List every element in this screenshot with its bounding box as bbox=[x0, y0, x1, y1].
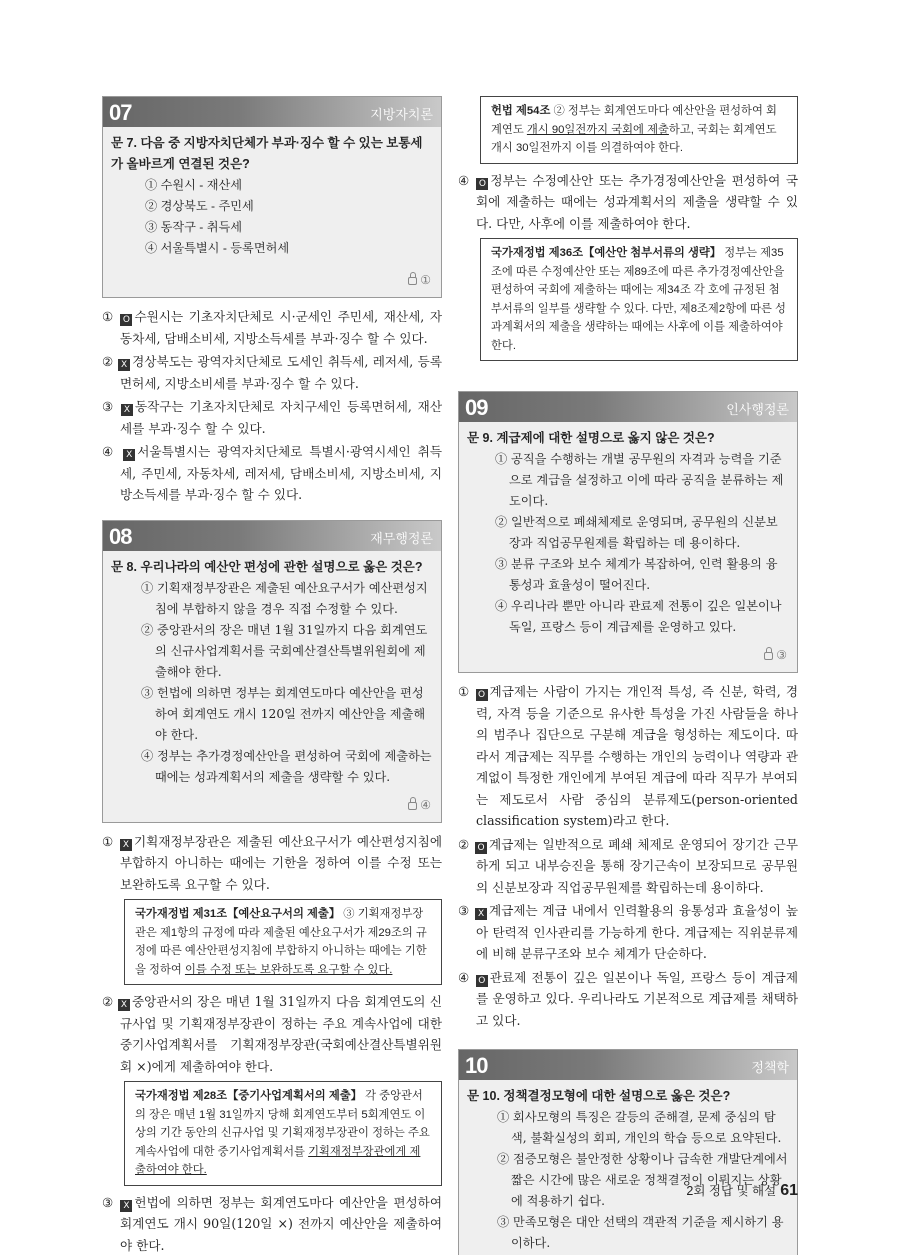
option: ④ 정부는 추가경정예산안을 편성하여 국회에 제출하는 때에는 성과계획서의 제출을 생략할 수 있다. bbox=[141, 748, 432, 784]
law-citation: 국가재정법 제28조【중기사업계획서의 제출】 각 중앙관서의 장은 매년 1월 31일까지 당해 회계연도부터 5회계연도 이상의 기간 동안의 신규사업 및 기획재정부장관이 정하는 주요 계속사업에 대한 중기사업계획서를 기획재정부장관에게 제출하여야 한다. bbox=[124, 1081, 442, 1186]
law-citation: 헌법 제54조 ② 정부는 회계연도마다 예산안을 편성하여 회계연도 개시 90일전까지 국회에 제출하고, 국회는 회계연도 개시 30일전까지 이를 의결하여야 한다. bbox=[480, 96, 798, 164]
question-stem: 문 8. 우리나라의 예산안 편성에 관한 설명으로 옳은 것은? bbox=[111, 559, 423, 574]
lock-icon bbox=[408, 277, 417, 285]
answer-indicator bbox=[111, 794, 433, 816]
answer: ① bbox=[420, 273, 431, 287]
explanation: ③ X 헌법에 의하면 정부는 회계연도마다 예산안을 편성하여 회계연도 개시 90일(120일 ×) 전까지 예산안을 제출하여야 한다. bbox=[102, 1194, 442, 1253]
explanation: ① O 계급제는 사람이 가지는 개인적 특성, 즉 신분, 학력, 경력, 자격 등을 기준으로 유사한 특성을 가진 사람들을 하나의 범주나 집단으로 구분해 계급을 형성하는 제도이다. 따라서 계급제는 직무를 수행하는 개인의 능력이나 역량과 관계없이 특정한 개인에게 부여된 계급에 따라 직무가 부여되는 제도로서 사람 중심의 분류제도(person-oriented classification system)라고 한다. bbox=[458, 684, 798, 828]
option: ③ 분류 구조와 보수 체계가 복잡하여, 인력 활용의 융통성과 효율성이 떨어진다. bbox=[495, 557, 778, 592]
explanation: ③ X 계급제는 계급 내에서 인력활용의 융통성과 효율성이 높아 탄력적 인사관리를 가능하게 한다. 계급제는 직위분류제에 비해 분류구조와 보수 체계가 단순하다. bbox=[458, 903, 799, 961]
option: ③ 만족모형은 대안 선택의 객관적 기준을 제시하기 용이하다. bbox=[497, 1215, 784, 1250]
answer: ③ bbox=[776, 648, 787, 662]
question-box-07 bbox=[102, 96, 442, 298]
option: ② 일반적으로 폐쇄체제로 운영되며, 공무원의 신분보장과 직업공무원제를 확립하는 데 용이하다. bbox=[495, 515, 778, 550]
explanation: ② O 계급제는 일반적으로 폐쇄 체제로 운영되어 장기간 근무하게 되고 내부승진을 통해 장기근속이 보장되므로 공무원의 신분보장과 직업공무원제를 확립하는데 용이하다. bbox=[458, 836, 799, 895]
wrong-mark-icon: X bbox=[123, 449, 135, 461]
explanation: ① X 기획재정부장관은 제출된 예산요구서가 예산편성지침에 부합하지 아니하는 때에는 기한을 정하여 이를 수정 또는 보완하도록 요구할 수 있다. bbox=[102, 833, 443, 892]
question-number: 07 bbox=[109, 100, 132, 125]
option: ② 중앙관서의 장은 매년 1월 31일까지 다음 회계연도의 신규사업계획서를 국회예산결산특별위원회에 제출해야 한다. bbox=[141, 622, 428, 679]
question-header bbox=[103, 97, 441, 127]
question-number: 10 bbox=[465, 1053, 488, 1078]
option: ③ 동작구 - 취득세 bbox=[145, 220, 243, 234]
question-box-08 bbox=[102, 520, 442, 823]
question-header bbox=[459, 1050, 797, 1080]
correct-mark-icon: O bbox=[476, 689, 488, 701]
wrong-mark-icon: X bbox=[121, 404, 133, 416]
option: ① 공직을 수행하는 개별 공무원의 자격과 능력을 기준으로 계급을 설정하고 이에 따라 공직을 분류하는 제도이다. bbox=[495, 452, 784, 508]
lock-icon bbox=[764, 652, 773, 660]
question-header bbox=[459, 392, 797, 422]
explanation: ① O 수원시는 기초자치단체로 시·군세인 주민세, 재산세, 자동차세, 담배소비세, 지방소득세를 부과·징수 할 수 있다. bbox=[102, 309, 442, 346]
wrong-mark-icon: X bbox=[118, 359, 130, 371]
wrong-mark-icon: X bbox=[120, 839, 132, 851]
correct-mark-icon: O bbox=[476, 178, 488, 190]
question-number: 09 bbox=[465, 395, 488, 420]
explanation: ④ O 정부는 수정예산안 또는 추가경정예산안을 편성하여 국회에 제출하는 때에는 성과계획서의 제출을 생략할 수 있다. 다만, 사후에 이를 제출하여야 한다. bbox=[458, 172, 798, 231]
footer-label: 2회 정답 및 해설 bbox=[686, 1184, 777, 1198]
question-number: 08 bbox=[109, 523, 132, 549]
option: ④ 우리나라 뿐만 아니라 관료제 전통이 깊은 일본이나 독일, 프랑스 등이 계급제를 운영하고 있다. bbox=[495, 599, 782, 634]
option: ② 점증모형은 불안정한 상황이나 급속한 개발단계에서 짧은 시간에 많은 새로운 정책결정이 이뤄지는 상황에 적용하기 쉽다. bbox=[497, 1152, 788, 1208]
explanation: ② X 중앙관서의 장은 매년 1월 31일까지 다음 회계연도의 신규사업 및 기획재정부장관이 정하는 주요 계속사업에 대한 중기사업계획서를 기획재정부장관(국회예산결산특별위원회 ×)에게 제출하여야 한다. bbox=[102, 994, 442, 1074]
wrong-mark-icon: X bbox=[118, 999, 130, 1011]
option: ③ 헌법에 의하면 정부는 회계연도마다 예산안을 편성하여 회계연도 개시 120일 전까지 예산안을 제출해야 한다. bbox=[141, 685, 426, 742]
page-footer bbox=[686, 1181, 798, 1200]
explanation: ④ X 서울특별시는 광역자치단체로 특별시·광역시세인 취득세, 주민세, 자동차세, 레저세, 담배소비세, 지방소비세, 지방소득세를 부과·징수 할 수 있다. bbox=[102, 444, 442, 502]
question-stem: 문 7. 다음 중 지방자치단체가 부과·징수 할 수 있는 보통세가 올바르게 연결된 것은? bbox=[111, 136, 423, 171]
correct-mark-icon: O bbox=[475, 842, 487, 854]
question-subject: 인사행정론 bbox=[726, 402, 789, 417]
left-column bbox=[102, 96, 442, 1255]
option: ① 수원시 - 재산세 bbox=[145, 178, 243, 192]
explanation: ④ O 관료제 전통이 깊은 일본이나 독일, 프랑스 등이 계급제를 운영하고 있다. 우리나라도 기본적으로 계급제를 채택하고 있다. bbox=[458, 969, 798, 1028]
question-box-10 bbox=[458, 1049, 798, 1255]
question-subject: 정책학 bbox=[751, 1060, 789, 1075]
page-number: 61 bbox=[780, 1182, 798, 1199]
law-citation: 국가재정법 제31조【예산요구서의 제출】 ③ 기획재정부장관은 제1항의 규정에 따라 제출된 예산요구서가 제29조의 규정에 따른 예산안편성지침에 부합하지 아니하는 때에는 기한을 정하여 이를 수정 또는 보완하도록 요구할 수 있다. bbox=[124, 899, 442, 985]
option: ① 기획재정부장관은 제출된 예산요구서가 예산편성지침에 부합하지 않을 경우 직접 수정할 수 있다. bbox=[141, 580, 428, 616]
question-box-09 bbox=[458, 391, 798, 673]
explanation: ② X 경상북도는 광역자치단체로 도세인 취득세, 레저세, 등록면허세, 지방소비세를 부과·징수 할 수 있다. bbox=[102, 354, 442, 391]
correct-mark-icon: O bbox=[476, 975, 488, 987]
correct-mark-icon: O bbox=[120, 314, 132, 326]
right-column bbox=[458, 96, 798, 1255]
explanation: ③ X 동작구는 기초자치단체로 자치구세인 등록면허세, 재산세를 부과·징수 할 수 있다. bbox=[102, 399, 443, 436]
question-subject: 재무행정론 bbox=[370, 530, 433, 546]
question-stem: 문 9. 계급제에 대한 설명으로 옳지 않은 것은? bbox=[467, 431, 715, 445]
answer-indicator bbox=[111, 269, 433, 291]
question-subject: 지방자치론 bbox=[370, 107, 433, 122]
option: ④ 서울특별시 - 등록면허세 bbox=[145, 241, 290, 255]
answer-indicator bbox=[467, 644, 789, 666]
wrong-mark-icon: X bbox=[475, 908, 487, 920]
law-citation: 국가재정법 제36조【예산안 첨부서류의 생략】 정부는 제35조에 따른 수정예산안 또는 제89조에 따른 추가경정예산안을 편성하여 국회에 제출하는 때에는 제34조 각 호에 규정된 첨부서류의 일부를 생략할 수 있다. 다만, 제8조제2항에 따른 성과계획서의 제출을 생략하는 때에는 사후에 이를 제출하여야 한다. bbox=[480, 238, 798, 361]
option: ① 회사모형의 특징은 갈등의 준해결, 문제 중심의 탐색, 불확실성의 회피, 개인의 학습 등으로 요약된다. bbox=[497, 1110, 782, 1145]
lock-icon bbox=[408, 802, 417, 810]
wrong-mark-icon: X bbox=[120, 1200, 132, 1212]
answer: ④ bbox=[420, 797, 431, 812]
question-stem: 문 10. 정책결정모형에 대한 설명으로 옳은 것은? bbox=[467, 1089, 731, 1103]
question-header bbox=[103, 521, 441, 551]
option: ② 경상북도 - 주민세 bbox=[145, 199, 254, 213]
